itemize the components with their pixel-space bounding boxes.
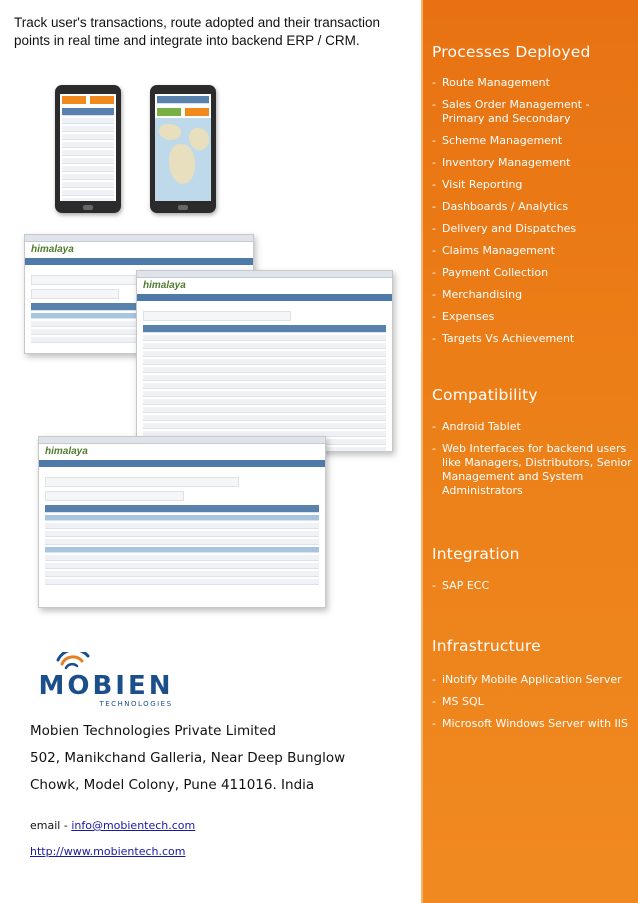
tablet-screenshot-dashboard	[55, 85, 121, 213]
logo-wordmark: MOBIEN	[38, 671, 174, 701]
brand-logo: himalaya	[143, 280, 186, 291]
features-sidebar	[421, 0, 638, 903]
list-item: - Web Interfaces for backend users like Managers, Distributors, Senior Management and System Administrators	[432, 442, 632, 498]
list-item: - Delivery and Dispatches	[432, 222, 632, 236]
product-screenshots	[0, 80, 420, 610]
integration-heading: Integration	[432, 545, 520, 563]
address-line-1: 502, Manikchand Galleria, Near Deep Bunglow	[30, 750, 346, 766]
list-item: - Scheme Management	[432, 134, 632, 148]
email-link[interactable]: info@mobientech.com	[71, 819, 196, 832]
web-screenshot-management	[136, 270, 393, 452]
address-line-2: Chowk, Model Colony, Pune 411016. India	[30, 777, 315, 793]
list-item: - Microsoft Windows Server with IIS	[432, 717, 632, 731]
company-address	[30, 718, 345, 799]
list-item: - MS SQL	[432, 695, 632, 709]
processes-heading: Processes Deployed	[432, 43, 591, 61]
email-label: email -	[30, 819, 72, 832]
intro-text: Track user's transactions, route adopted and their transaction points in real time and integrate into backend ERP / CRM.	[14, 15, 381, 48]
list-item: - iNotify Mobile Application Server	[432, 673, 632, 687]
infrastructure-heading: Infrastructure	[432, 637, 541, 655]
brand-logo: himalaya	[31, 244, 74, 255]
list-item: - Visit Reporting	[432, 178, 632, 192]
integration-section	[432, 545, 632, 593]
contact-info	[30, 816, 195, 868]
list-item: - Route Management	[432, 76, 632, 90]
compatibility-section	[432, 386, 632, 498]
logo-subtitle: TECHNOLOGIES	[99, 700, 173, 708]
list-item: - Dashboards / Analytics	[432, 200, 632, 214]
infrastructure-section	[432, 637, 632, 731]
list-item: - Merchandising	[432, 288, 632, 302]
list-item: - Claims Management	[432, 244, 632, 258]
tablet-screenshot-map	[150, 85, 216, 213]
company-name: Mobien Technologies Private Limited	[30, 723, 277, 739]
compatibility-heading: Compatibility	[432, 386, 538, 404]
list-item: - Sales Order Management - Primary and Secondary	[432, 98, 632, 126]
website-link[interactable]: http://www.mobientech.com	[30, 845, 186, 858]
list-item: - SAP ECC	[432, 579, 632, 593]
brand-logo: himalaya	[45, 446, 88, 457]
list-item: - Targets Vs Achievement	[432, 332, 632, 346]
processes-section	[432, 43, 632, 346]
web-screenshot-order	[38, 436, 326, 608]
mobien-logo	[36, 652, 176, 712]
list-item: - Expenses	[432, 310, 632, 324]
list-item: - Inventory Management	[432, 156, 632, 170]
list-item: - Payment Collection	[432, 266, 632, 280]
list-item: - Android Tablet	[432, 420, 632, 434]
